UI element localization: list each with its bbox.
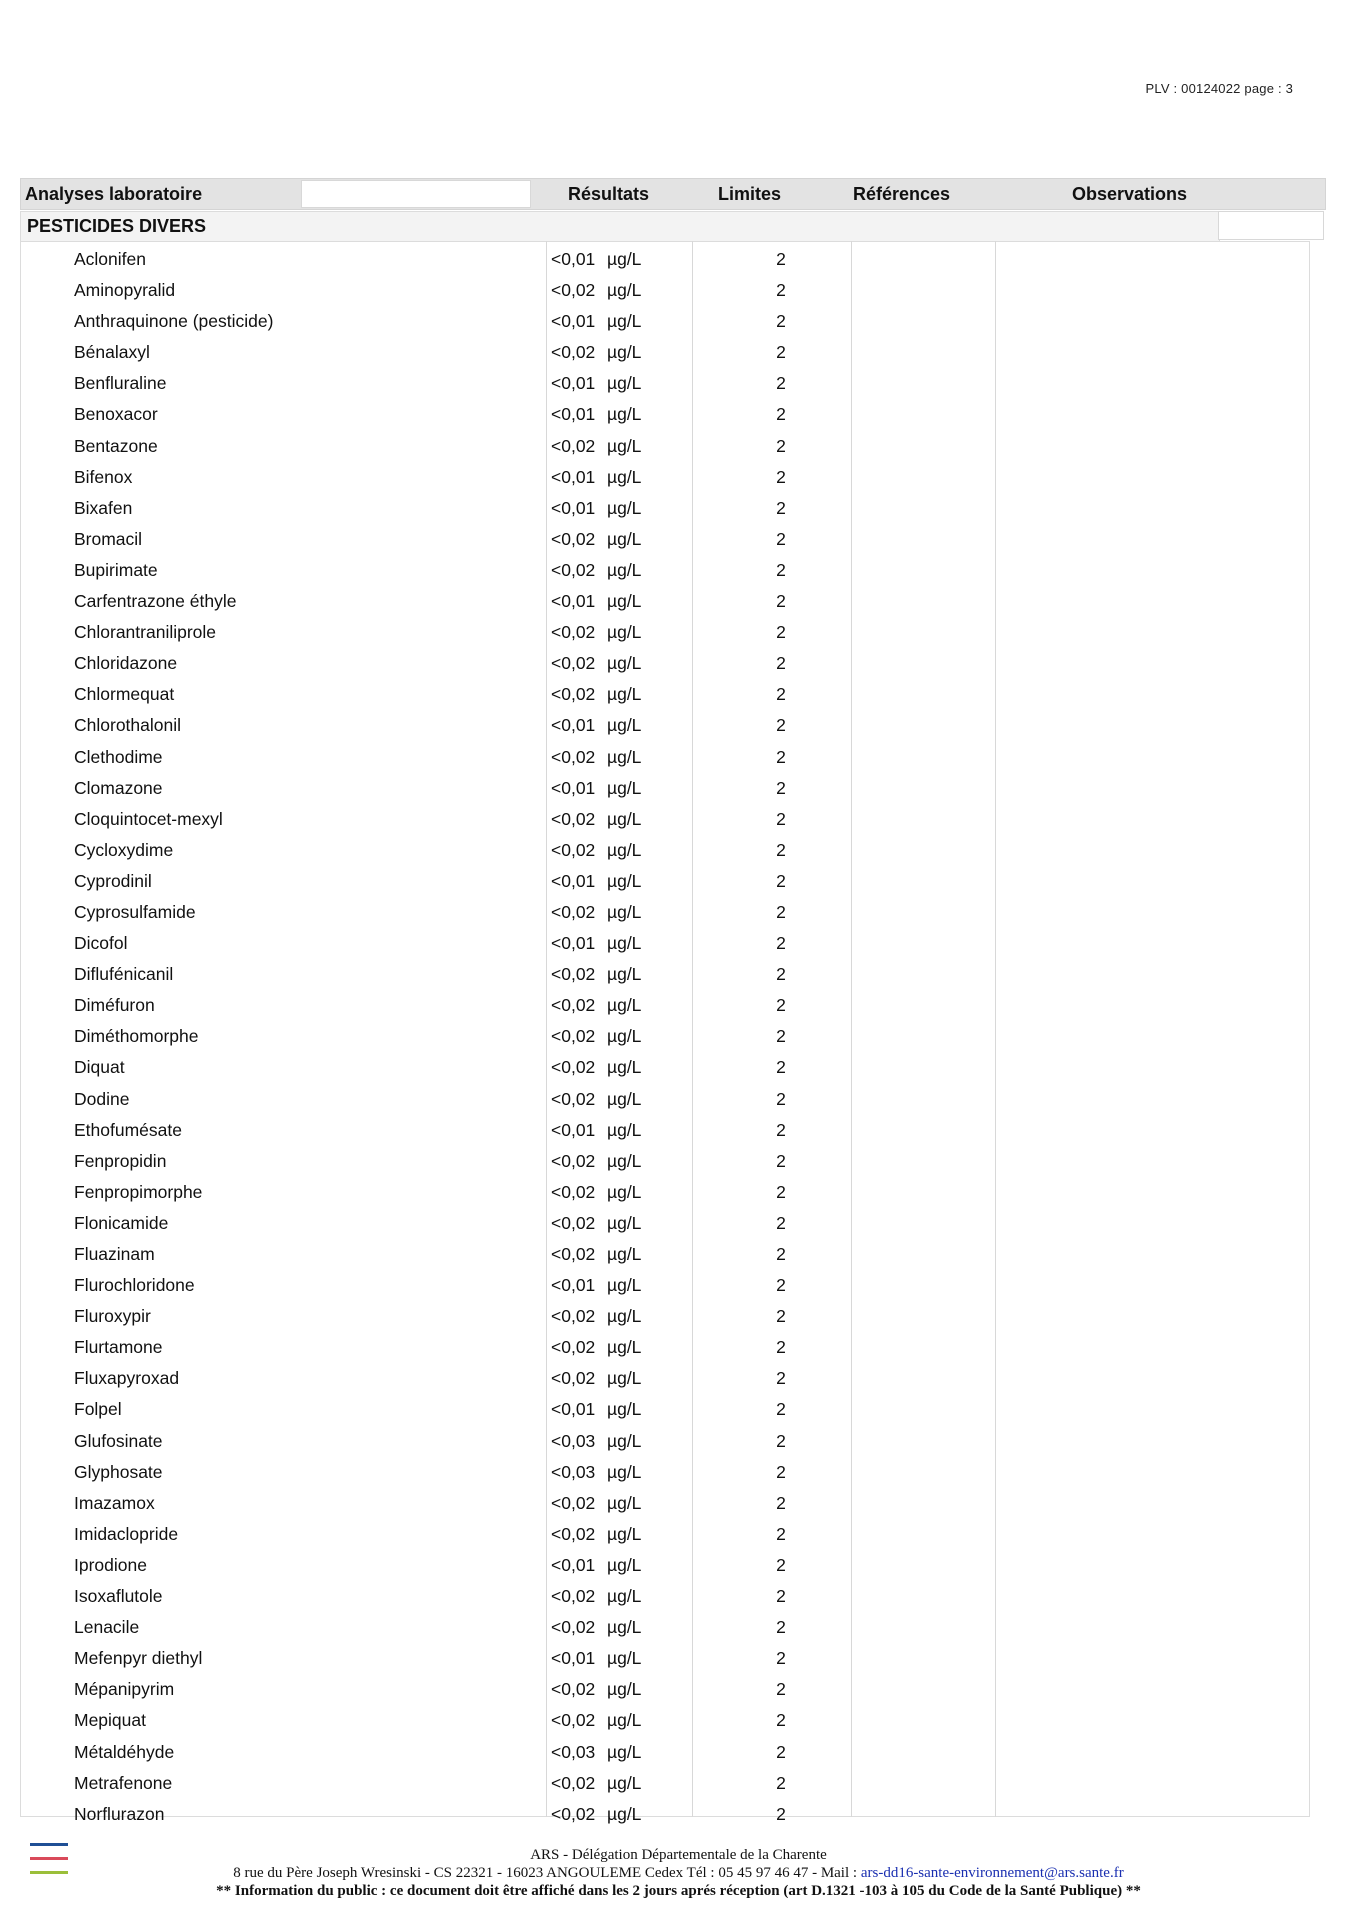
row-limit: 2 — [776, 404, 786, 425]
row-name: Dodine — [74, 1088, 130, 1109]
row-result: <0,02 — [551, 1617, 596, 1638]
row-name: Lenacile — [74, 1617, 140, 1638]
row-unit: µg/L — [607, 466, 642, 487]
row-result: <0,01 — [551, 591, 596, 612]
row-limit: 2 — [776, 684, 786, 705]
footer-address-text: 8 rue du Père Joseph Wresinski - CS 22321 - 16023 ANGOULEME Cedex Tél : 05 45 97 46 47 - Mail : — [233, 1865, 861, 1881]
row-unit: µg/L — [607, 901, 642, 922]
row-name: Mepiquat — [74, 1710, 146, 1731]
row-unit: µg/L — [607, 404, 642, 425]
row-unit: µg/L — [607, 1119, 642, 1140]
row-name: Clethodime — [74, 746, 163, 767]
row-name: Aminopyralid — [74, 280, 176, 301]
table-row — [20, 1460, 1310, 1491]
table-row — [20, 900, 1310, 931]
row-result: <0,02 — [551, 1710, 596, 1731]
row-limit: 2 — [776, 933, 786, 954]
row-limit: 2 — [776, 1461, 786, 1482]
row-name: Chlorantraniliprole — [74, 622, 217, 643]
row-name: Glufosinate — [74, 1430, 163, 1451]
table-row — [20, 496, 1310, 527]
row-name: Cyprosulfamide — [74, 901, 196, 922]
row-limit: 2 — [776, 1399, 786, 1420]
row-limit: 2 — [776, 435, 786, 456]
table-row — [20, 869, 1310, 900]
row-name: Fluroxypir — [74, 1306, 151, 1327]
row-limit: 2 — [776, 373, 786, 394]
row-result: <0,01 — [551, 1399, 596, 1420]
row-name: Clomazone — [74, 777, 163, 798]
row-unit: µg/L — [607, 1368, 642, 1389]
row-unit: µg/L — [607, 1430, 642, 1451]
row-unit: µg/L — [607, 1617, 642, 1638]
header-limites: Limites — [718, 184, 782, 204]
row-name: Fenpropidin — [74, 1150, 167, 1171]
table-row — [20, 993, 1310, 1024]
row-result: <0,02 — [551, 839, 596, 860]
row-unit: µg/L — [607, 839, 642, 860]
row-unit: µg/L — [607, 311, 642, 332]
row-name: Benoxacor — [74, 404, 158, 425]
row-result: <0,02 — [551, 995, 596, 1016]
row-limit: 2 — [776, 995, 786, 1016]
row-limit: 2 — [776, 839, 786, 860]
row-unit: µg/L — [607, 1586, 642, 1607]
row-result: <0,02 — [551, 1150, 596, 1171]
row-result: <0,01 — [551, 777, 596, 798]
row-unit: µg/L — [607, 622, 642, 643]
row-limit: 2 — [776, 1710, 786, 1731]
row-result: <0,02 — [551, 1523, 596, 1544]
row-limit: 2 — [776, 653, 786, 674]
row-name: Bixafen — [74, 497, 133, 518]
row-limit: 2 — [776, 497, 786, 518]
row-unit: µg/L — [607, 1461, 642, 1482]
row-result: <0,02 — [551, 653, 596, 674]
row-name: Métaldéhyde — [74, 1741, 175, 1762]
table-row — [20, 371, 1310, 402]
table-row — [20, 1024, 1310, 1055]
row-name: Diflufénicanil — [74, 964, 174, 985]
row-result: <0,02 — [551, 1586, 596, 1607]
row-unit: µg/L — [607, 1648, 642, 1669]
table-row — [20, 1366, 1310, 1397]
row-unit: µg/L — [607, 684, 642, 705]
table-header — [20, 178, 1326, 210]
row-limit: 2 — [776, 1150, 786, 1171]
row-name: Diméthomorphe — [74, 1026, 199, 1047]
row-result: <0,02 — [551, 1212, 596, 1233]
row-result: <0,02 — [551, 280, 596, 301]
row-name: Benfluraline — [74, 373, 167, 394]
row-result: <0,02 — [551, 528, 596, 549]
row-limit: 2 — [776, 1275, 786, 1296]
table-row — [20, 1677, 1310, 1708]
row-result: <0,02 — [551, 1679, 596, 1700]
header-observations: Observations — [1072, 184, 1188, 204]
header-blank-cell — [301, 180, 531, 208]
row-name: Cyprodinil — [74, 870, 152, 891]
row-result: <0,02 — [551, 622, 596, 643]
results-table — [20, 247, 1310, 1833]
table-row — [20, 1087, 1310, 1118]
row-result: <0,02 — [551, 808, 596, 829]
row-result: <0,02 — [551, 1244, 596, 1264]
row-limit: 2 — [776, 1492, 786, 1513]
row-name: Carfentrazone éthyle — [74, 591, 237, 612]
row-limit: 2 — [776, 1617, 786, 1638]
footer-office: ARS - Délégation Départementale de la Charente — [530, 1847, 827, 1863]
row-unit: µg/L — [607, 1710, 642, 1731]
row-limit: 2 — [776, 1057, 786, 1078]
table-row — [20, 1211, 1310, 1242]
table-row — [20, 1180, 1310, 1211]
row-limit: 2 — [776, 1430, 786, 1451]
row-result: <0,02 — [551, 1772, 596, 1793]
row-result: <0,02 — [551, 684, 596, 705]
row-result: <0,01 — [551, 715, 596, 736]
row-unit: µg/L — [607, 715, 642, 736]
table-row — [20, 931, 1310, 962]
row-name: Flurochloridone — [74, 1275, 195, 1296]
table-row — [20, 278, 1310, 309]
row-result: <0,01 — [551, 1275, 596, 1296]
row-limit: 2 — [776, 528, 786, 549]
table-row — [20, 309, 1310, 340]
row-name: Diquat — [74, 1057, 125, 1078]
row-limit: 2 — [776, 1026, 786, 1047]
row-limit: 2 — [776, 466, 786, 487]
row-unit: µg/L — [607, 1057, 642, 1078]
row-limit: 2 — [776, 1244, 786, 1264]
row-result: <0,02 — [551, 559, 596, 580]
table-row — [20, 1522, 1310, 1553]
row-name: Cloquintocet-mexyl — [74, 808, 223, 829]
table-row — [20, 745, 1310, 776]
row-limit: 2 — [776, 280, 786, 301]
row-result: <0,01 — [551, 466, 596, 487]
row-limit: 2 — [776, 622, 786, 643]
row-name: Norflurazon — [74, 1803, 165, 1824]
row-unit: µg/L — [607, 280, 642, 301]
table-row — [20, 434, 1310, 465]
row-name: Folpel — [74, 1399, 122, 1420]
row-name: Iprodione — [74, 1554, 147, 1575]
row-limit: 2 — [776, 1212, 786, 1233]
footer-address — [0, 1864, 1357, 1882]
row-name: Fluazinam — [74, 1244, 155, 1264]
row-result: <0,01 — [551, 1648, 596, 1669]
row-name: Dicofol — [74, 933, 128, 954]
table-row — [20, 589, 1310, 620]
row-limit: 2 — [776, 870, 786, 891]
row-result: <0,02 — [551, 1368, 596, 1389]
row-name: Flonicamide — [74, 1212, 169, 1233]
row-result: <0,02 — [551, 435, 596, 456]
row-result: <0,01 — [551, 249, 596, 269]
row-unit: µg/L — [607, 808, 642, 829]
table-row — [20, 962, 1310, 993]
row-limit: 2 — [776, 311, 786, 332]
row-unit: µg/L — [607, 1679, 642, 1700]
page-reference: PLV : 00124022 page : 3 — [1145, 81, 1293, 96]
row-name: Aclonifen — [74, 249, 146, 269]
row-unit: µg/L — [607, 995, 642, 1016]
row-name: Mefenpyr diethyl — [74, 1648, 203, 1669]
row-unit: µg/L — [607, 933, 642, 954]
row-limit: 2 — [776, 1648, 786, 1669]
row-result: <0,03 — [551, 1461, 596, 1482]
footer — [0, 1846, 1357, 1900]
row-unit: µg/L — [607, 746, 642, 767]
table-row — [20, 527, 1310, 558]
row-unit: µg/L — [607, 1523, 642, 1544]
row-limit: 2 — [776, 746, 786, 767]
table-row — [20, 713, 1310, 744]
row-limit: 2 — [776, 1368, 786, 1389]
row-name: Cycloxydime — [74, 839, 174, 860]
header-analyses: Analyses laboratoire — [25, 184, 203, 204]
row-name: Glyphosate — [74, 1461, 163, 1482]
row-result: <0,02 — [551, 1803, 596, 1824]
row-name: Chloridazone — [74, 653, 178, 674]
section-side-cell — [1218, 211, 1324, 240]
row-unit: µg/L — [607, 1554, 642, 1575]
row-result: <0,01 — [551, 311, 596, 332]
row-name: Imidaclopride — [74, 1523, 179, 1544]
row-limit: 2 — [776, 901, 786, 922]
row-result: <0,02 — [551, 1181, 596, 1202]
row-name: Bupirimate — [74, 559, 158, 580]
table-row — [20, 1615, 1310, 1646]
row-result: <0,02 — [551, 964, 596, 985]
table-row — [20, 1740, 1310, 1771]
row-limit: 2 — [776, 1306, 786, 1327]
row-limit: 2 — [776, 1679, 786, 1700]
table-row — [20, 1149, 1310, 1180]
row-limit: 2 — [776, 1803, 786, 1824]
row-name: Bénalaxyl — [74, 342, 150, 363]
row-result: <0,01 — [551, 870, 596, 891]
row-result: <0,02 — [551, 1492, 596, 1513]
table-row — [20, 620, 1310, 651]
row-result: <0,02 — [551, 1026, 596, 1047]
row-result: <0,01 — [551, 404, 596, 425]
row-unit: µg/L — [607, 373, 642, 394]
row-unit: µg/L — [607, 342, 642, 363]
row-limit: 2 — [776, 1772, 786, 1793]
row-unit: µg/L — [607, 1275, 642, 1296]
row-result: <0,01 — [551, 497, 596, 518]
table-row — [20, 1118, 1310, 1149]
table-row — [20, 1335, 1310, 1366]
table-row — [20, 1397, 1310, 1428]
row-limit: 2 — [776, 1586, 786, 1607]
row-result: <0,01 — [551, 933, 596, 954]
table-row — [20, 1429, 1310, 1460]
row-name: Mépanipyrim — [74, 1679, 175, 1700]
table-row — [20, 776, 1310, 807]
row-unit: µg/L — [607, 528, 642, 549]
row-unit: µg/L — [607, 1337, 642, 1358]
table-row — [20, 1491, 1310, 1522]
section-header — [20, 211, 1220, 242]
table-row — [20, 1273, 1310, 1304]
row-limit: 2 — [776, 1337, 786, 1358]
row-limit: 2 — [776, 715, 786, 736]
section-title: PESTICIDES DIVERS — [27, 216, 207, 236]
row-limit: 2 — [776, 342, 786, 363]
row-name: Bromacil — [74, 528, 143, 549]
row-result: <0,01 — [551, 1554, 596, 1575]
row-result: <0,03 — [551, 1430, 596, 1451]
row-name: Imazamox — [74, 1492, 155, 1513]
row-limit: 2 — [776, 1523, 786, 1544]
row-unit: µg/L — [607, 1741, 642, 1762]
row-unit: µg/L — [607, 559, 642, 580]
row-name: Isoxaflutole — [74, 1586, 163, 1607]
row-name: Bifenox — [74, 466, 133, 487]
row-limit: 2 — [776, 249, 786, 269]
row-unit: µg/L — [607, 1306, 642, 1327]
header-resultats: Résultats — [568, 184, 650, 204]
row-name: Metrafenone — [74, 1772, 173, 1793]
row-limit: 2 — [776, 1088, 786, 1109]
row-unit: µg/L — [607, 964, 642, 985]
row-result: <0,02 — [551, 342, 596, 363]
row-unit: µg/L — [607, 777, 642, 798]
row-unit: µg/L — [607, 1803, 642, 1824]
row-result: <0,02 — [551, 1088, 596, 1109]
row-name: Fenpropimorphe — [74, 1181, 203, 1202]
row-limit: 2 — [776, 591, 786, 612]
row-unit: µg/L — [607, 249, 642, 269]
table-row — [20, 1802, 1310, 1833]
row-result: <0,03 — [551, 1741, 596, 1762]
table-row — [20, 1304, 1310, 1335]
row-result: <0,01 — [551, 1119, 596, 1140]
row-limit: 2 — [776, 1554, 786, 1575]
table-row — [20, 682, 1310, 713]
table-row — [20, 1708, 1310, 1739]
row-unit: µg/L — [607, 653, 642, 674]
row-limit: 2 — [776, 1181, 786, 1202]
row-limit: 2 — [776, 964, 786, 985]
table-row — [20, 838, 1310, 869]
row-unit: µg/L — [607, 435, 642, 456]
table-row — [20, 651, 1310, 682]
table-row — [20, 402, 1310, 433]
row-limit: 2 — [776, 1741, 786, 1762]
table-row — [20, 807, 1310, 838]
row-unit: µg/L — [607, 1026, 642, 1047]
row-limit: 2 — [776, 559, 786, 580]
row-result: <0,02 — [551, 1306, 596, 1327]
row-unit: µg/L — [607, 1399, 642, 1420]
row-unit: µg/L — [607, 870, 642, 891]
table-row — [20, 558, 1310, 589]
footer-notice: ** Information du public : ce document doit être affiché dans les 2 jours aprés réception (art D.1321 -103 à 105 du Code de la Santé Publique) ** — [216, 1883, 1141, 1899]
row-name: Ethofumésate — [74, 1119, 182, 1140]
row-limit: 2 — [776, 808, 786, 829]
footer-email-link[interactable]: ars-dd16-sante-environnement@ars.sante.fr — [860, 1865, 1124, 1881]
row-result: <0,01 — [551, 373, 596, 394]
table-row — [20, 247, 1310, 278]
row-limit: 2 — [776, 1119, 786, 1140]
row-result: <0,02 — [551, 1337, 596, 1358]
table-row — [20, 1553, 1310, 1584]
row-name: Bentazone — [74, 435, 158, 456]
row-result: <0,02 — [551, 1057, 596, 1078]
row-unit: µg/L — [607, 1088, 642, 1109]
row-unit: µg/L — [607, 1212, 642, 1233]
table-row — [20, 1584, 1310, 1615]
row-result: <0,02 — [551, 746, 596, 767]
table-row — [20, 1771, 1310, 1802]
row-unit: µg/L — [607, 591, 642, 612]
table-row — [20, 1242, 1310, 1273]
table-row — [20, 1646, 1310, 1677]
row-unit: µg/L — [607, 1772, 642, 1793]
row-name: Chlormequat — [74, 684, 175, 705]
row-unit: µg/L — [607, 1150, 642, 1171]
row-unit: µg/L — [607, 1492, 642, 1513]
table-row — [20, 340, 1310, 371]
row-unit: µg/L — [607, 497, 642, 518]
table-row — [20, 1055, 1310, 1086]
row-name: Diméfuron — [74, 995, 155, 1016]
row-name: Fluxapyroxad — [74, 1368, 180, 1389]
row-unit: µg/L — [607, 1244, 642, 1264]
row-result: <0,02 — [551, 901, 596, 922]
row-name: Anthraquinone (pesticide) — [74, 311, 274, 332]
header-references: Références — [853, 184, 951, 204]
row-limit: 2 — [776, 777, 786, 798]
row-name: Chlorothalonil — [74, 715, 182, 736]
row-unit: µg/L — [607, 1181, 642, 1202]
row-name: Flurtamone — [74, 1337, 163, 1358]
table-row — [20, 465, 1310, 496]
